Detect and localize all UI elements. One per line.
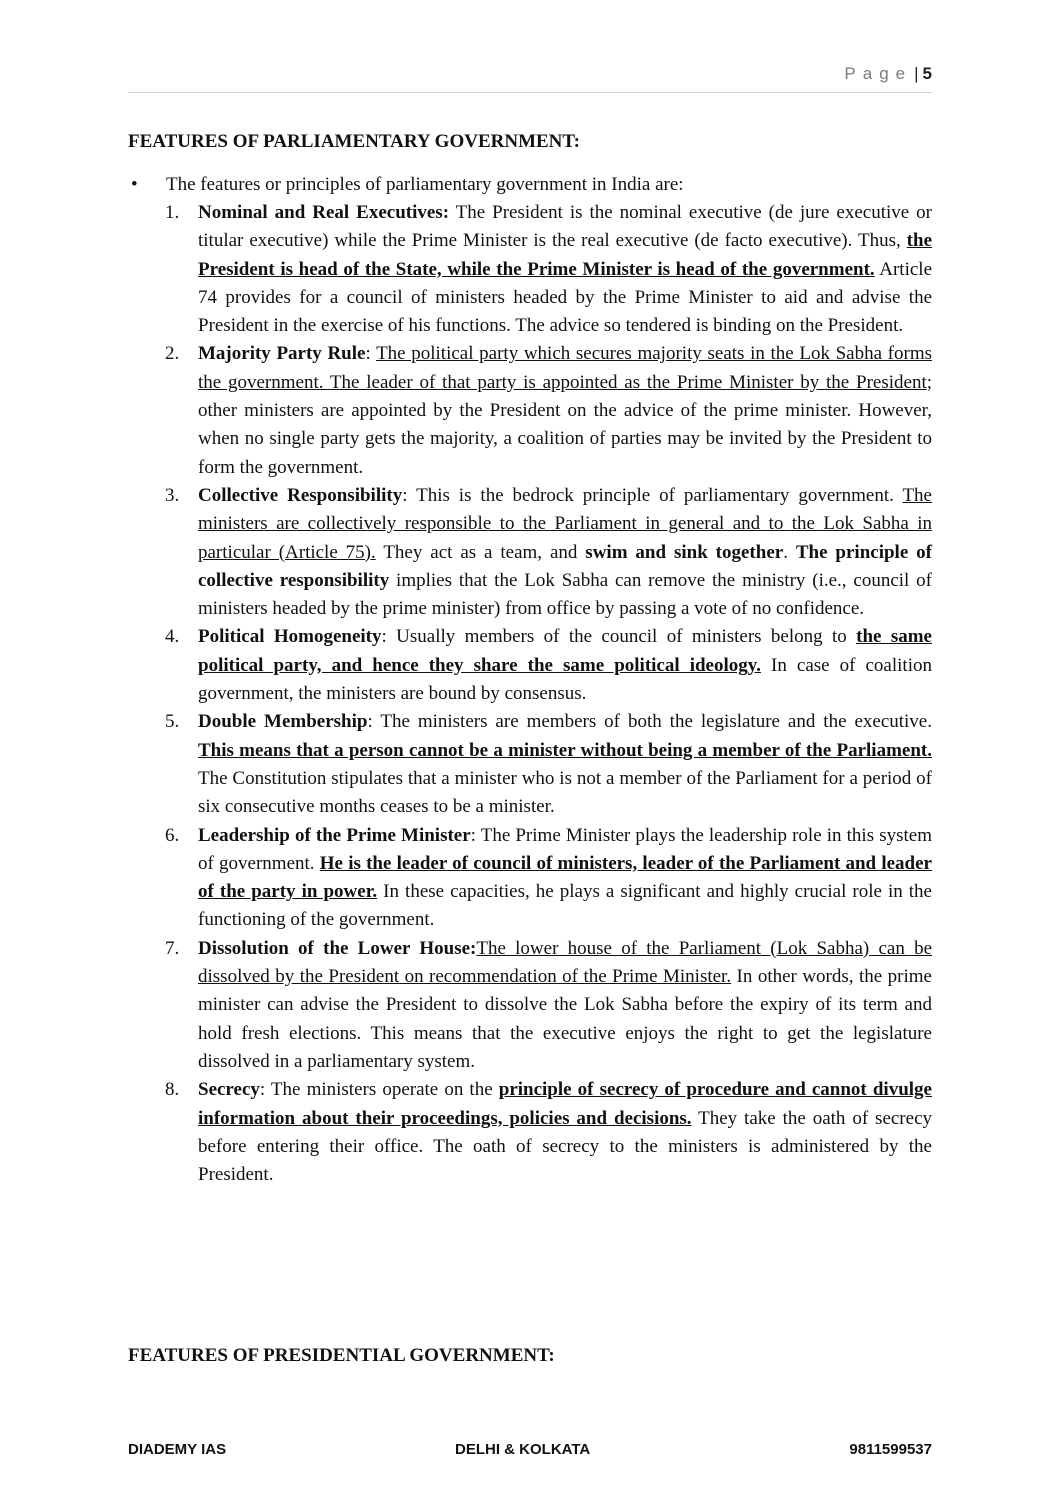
item-title: Leadership of the Prime Minister [198,824,471,846]
item-text: Article 74 provides for a council of ministers headed by the Prime Minister to aid and advise the President in the exercise of his functions. The advice so tendered is binding on the President. [198,258,932,337]
item-text: : The ministers operate on the [259,1079,499,1101]
item-title: Secrecy [198,1079,260,1101]
item-text: : The ministers are members of both the legislature and the executive. [367,711,932,733]
item-text: They act as a team, and [375,541,586,563]
item-text: : This is the bedrock principle of parliamentary government. [402,484,903,506]
page-number: 5 [922,64,932,83]
item-number: 1. [165,202,180,223]
item-text: The Constitution stipulates that a minister who is not a member of the Parliament for a period of six consecutive months ceases to be a minister. [198,767,932,818]
item-emphasis: principle of secrecy of procedure and cannot divulge information about their proceedings, policies and decisions. [198,1079,932,1129]
item-bold: The principle of collective responsibility [198,541,933,591]
page-header [128,64,932,84]
item-title: Dissolution of the Lower House: [198,937,477,959]
item-text: In these capacities, he plays a significant and highly crucial role in the functioning of the government. [198,881,932,931]
item-number: 5. [165,711,180,733]
item-number: 6. [165,824,180,846]
item-text: : Usually members of the council of ministers belong to [381,626,857,648]
item-number: 3. [165,484,180,506]
item-emphasis: the President is head of the State, while the Prime Minister is head of the government. [198,230,932,280]
section-heading-presidential: FEATURES OF PRESIDENTIAL GOVERNMENT: [128,1345,555,1366]
item-text: They take the oath of secrecy before entering their office. The oath of secrecy to the ministers is administered by the President. [198,1107,932,1186]
item-text: ; other ministers are appointed by the President on the advice of the prime minister. However, when no single party gets the majority, a coalition of parties may be invited by the President to form the government. [198,371,932,478]
item-number: 7. [165,937,180,959]
item-number: 2. [165,343,180,365]
feature-item-2 [160,340,932,481]
item-emphasis: the same political party, and hence they share the same political ideology. [198,626,932,676]
section-heading-parliamentary: FEATURES OF PARLIAMENTARY GOVERNMENT: [128,131,580,152]
footer-locations: DELHI & KOLKATA [455,1441,591,1458]
feature-item-1 [160,199,932,340]
item-number: 4. [165,626,180,648]
intro-line [128,171,932,199]
footer-phone: 9811599537 [849,1441,932,1458]
page-separator: | [914,64,919,83]
item-text: In other words, the prime minister can advise the President to dissolve the Lok Sabha before the expiry of its term and hold fresh elections. This means that the executive enjoys the right to get the legislature dissolved in a parliamentary system. [198,966,932,1072]
item-title: Political Homogeneity [198,626,382,648]
header-rule [128,92,932,93]
features-list [160,199,932,1189]
item-title: Double Membership [198,711,368,733]
bullet-icon: • [131,174,138,195]
item-emphasis: The lower house of the Parliament (Lok Sabha) can be dissolved by the President on recommendation of the Prime Minister. [198,937,933,988]
footer-institute: DIADEMY IAS [128,1441,227,1458]
feature-item-7 [160,935,932,1076]
feature-item-4 [160,623,932,708]
item-text: : [365,343,377,365]
item-text: implies that the Lok Sabha can remove the ministry (i.e., council of ministers headed by the prime minister) from office by passing a vote of no confidence. [198,569,932,620]
item-text: In case of coalition government, the ministers are bound by consensus. [198,654,932,705]
item-emphasis: He is the leader of council of ministers, leader of the Parliament and leader of the party in power. [198,852,932,903]
item-number: 8. [165,1079,180,1101]
item-title: Collective Responsibility [198,484,403,506]
item-emphasis: The political party which secures majority seats in the Lok Sabha forms the government. The leader of that party is appointed as the Prime Minister by the President [198,343,933,393]
item-emphasis: The ministers are collectively responsible to the Parliament in general and to the Lok Sabha in particular (Article 75). [198,484,932,563]
intro-text: The features or principles of parliamentary government in India are: [166,174,684,195]
feature-item-6 [160,822,932,935]
item-text: : The Prime Minister plays the leadership role in this system of government. [198,824,932,874]
item-title: Nominal and Real Executives: [198,202,450,223]
item-text: The President is the nominal executive (de jure executive or titular executive) while the Prime Minister is the real executive (de facto executive). Thus, [198,202,932,252]
feature-item-3 [160,482,932,623]
page-label: Page [844,64,913,83]
item-title: Majority Party Rule [198,343,366,365]
item-emphasis: This means that a person cannot be a minister without being a member of the Parliament. [198,739,932,761]
feature-item-5 [160,708,932,821]
feature-item-8 [160,1076,932,1189]
page-footer [128,1441,932,1465]
item-text: . [783,541,796,563]
item-bold: swim and sink together [585,541,784,563]
